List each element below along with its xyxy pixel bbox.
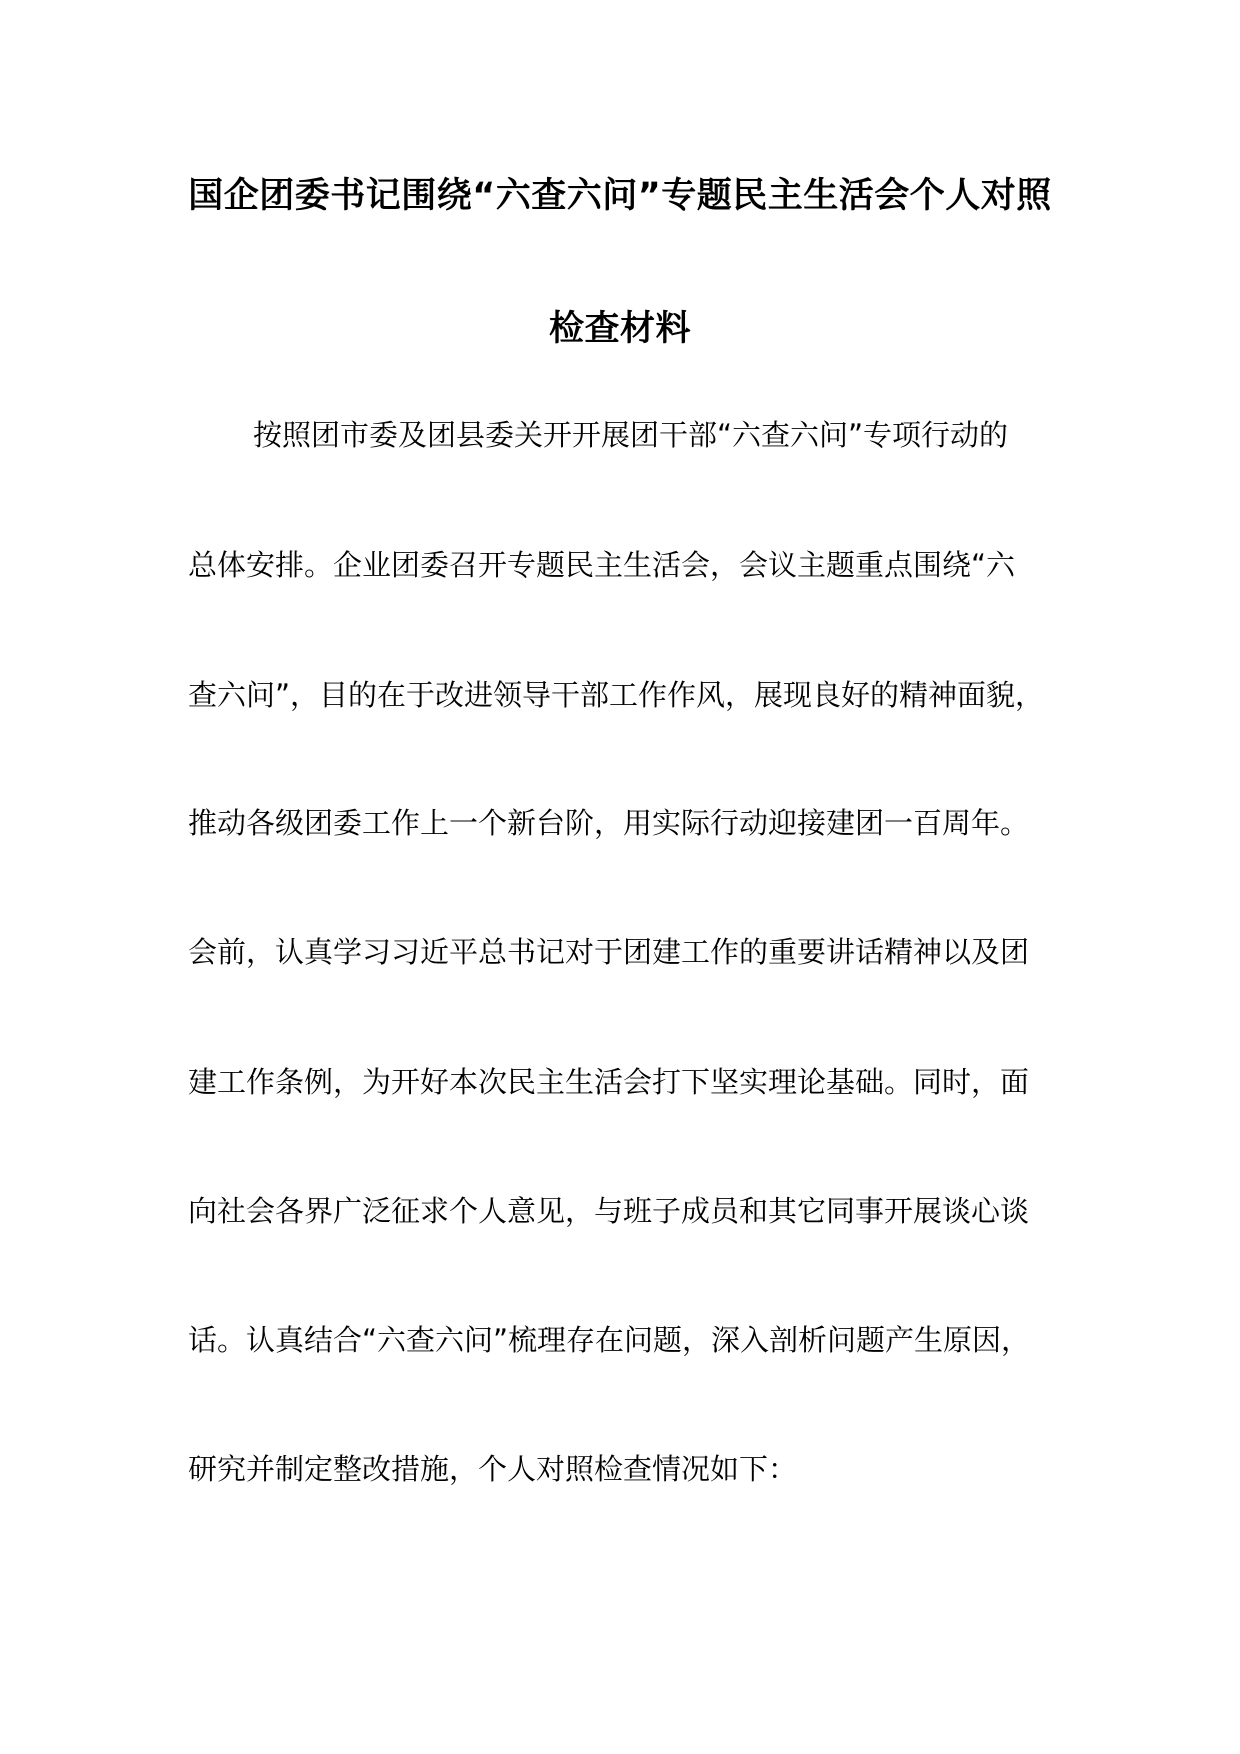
paragraph-line-4: 推动各级团委工作上一个新台阶，用实际行动迎接建团一百周年。	[188, 806, 1030, 840]
paragraph-line-7: 向社会各界广泛征求个人意见，与班子成员和其它同事开展谈心谈	[188, 1194, 1030, 1228]
paragraph-line-2: 总体安排。企业团委召开专题民主生活会，会议主题重点围绕“六	[188, 548, 1016, 582]
document-title-line-1: 国企团委书记围绕“六查六问”专题民主生活会个人对照	[188, 176, 1052, 216]
paragraph-line-1: 按照团市委及团县委关开开展团干部“六查六问”专项行动的	[253, 418, 1009, 452]
paragraph-line-3: 查六问”，目的在于改进领导干部工作作风，展现良好的精神面貌，	[188, 678, 1045, 712]
paragraph-line-9: 研究并制定整改措施，个人对照检查情况如下：	[188, 1452, 798, 1486]
paragraph-line-6: 建工作条例，为开好本次民主生活会打下坚实理论基础。同时，面	[188, 1065, 1030, 1099]
paragraph-line-8: 话。认真结合“六查六问”梳理存在问题，深入剖析问题产生原因，	[188, 1323, 1031, 1357]
paragraph-line-5: 会前，认真学习习近平总书记对于团建工作的重要讲话精神以及团	[188, 935, 1030, 969]
document-title-line-2: 检查材料	[548, 309, 691, 349]
